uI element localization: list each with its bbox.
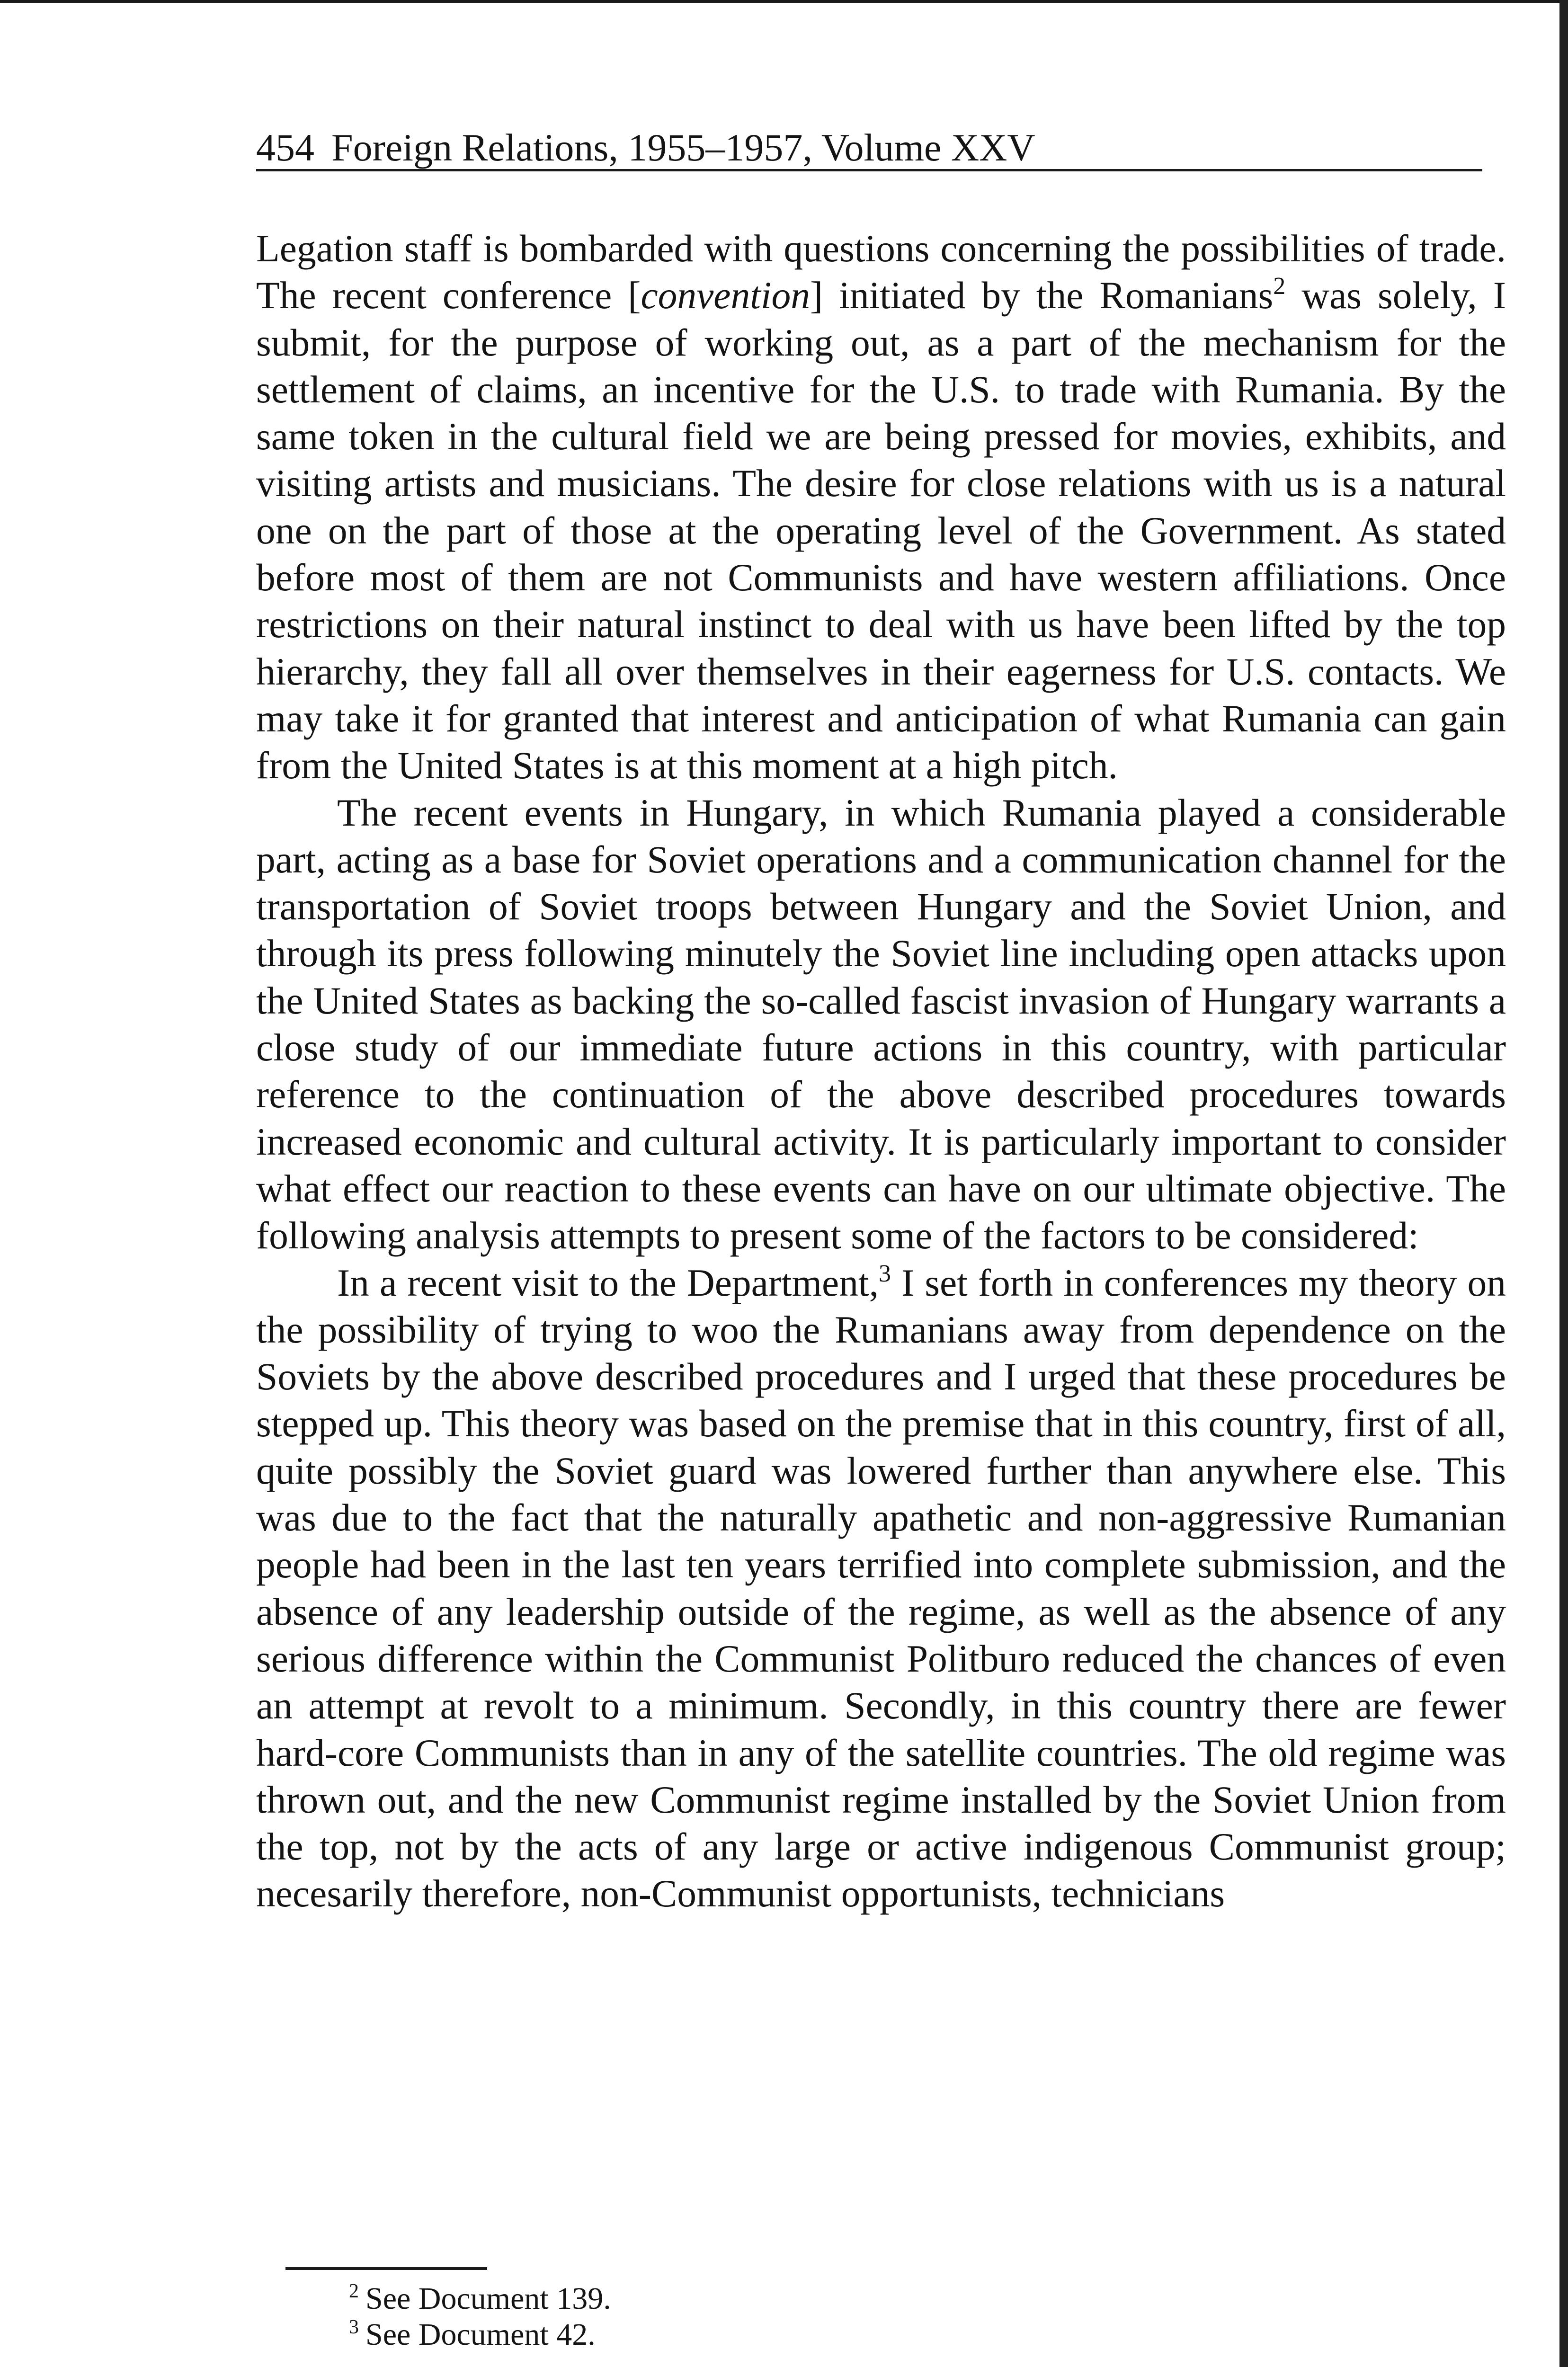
paragraph-3 (256, 1259, 1506, 1917)
footnote-2 (349, 2281, 1106, 2317)
paragraph-1-text-b: ] initiated by the Romanians (810, 274, 1274, 317)
editorial-insertion: convention (641, 274, 811, 317)
page-number: 454 (256, 126, 314, 169)
paragraph-2: The recent events in Hungary, in which Rumania played a considerable part, acting as a base for Soviet operations and a communication channel for the transportation of Soviet troops between Hungary and the Soviet Union, and through its press following minutely the Soviet line including open attacks upon the United States as backing the so-called fascist invasion of Hungary warrants a close study of our immediate future actions in this country, with particular reference to the continuation of the above described procedures towards increased economic and cultural activity. It is particularly important to consider what effect our reaction to these events can have on our ultimate objective. The following analysis attempts to present some of the factors to be considered: (256, 791, 1506, 1257)
footnote-number: 3 (349, 2316, 359, 2338)
paragraph-1-text-c: was solely, I submit, for the purpose of working out, as a part of the mechanism for the settlement of claims, an incentive for the U.S. to trade with Rumania. By the same token in the cultural field we are being pressed for movies, exhibits, and visiting artists and musicians. The desire for close relations with us is a natural one on the part of those at the operating level of the Government. As stated before most of them are not Communists and have western affiliations. Once restrictions on their natural instinct to deal with us have been lifted by the top hierarchy, they fall all over themselves in their eagerness for U.S. contacts. We may take it for granted that interest and anticipation of what Rumania can gain from the United States is at this moment at a high pitch. (256, 274, 1506, 787)
paragraph-1 (256, 225, 1506, 789)
paragraph-3-text-a: In a recent visit to the Department, (337, 1261, 879, 1304)
footnote-rule (285, 2267, 487, 2270)
footnotes (349, 2281, 1106, 2353)
footnote-ref-2[interactable]: 2 (1273, 273, 1286, 300)
footnote-text: See Document 42. (365, 2317, 596, 2352)
paragraph-3-text-b: I set forth in conferences my theory on the possibility of trying to woo the Rumanians away from dependence on the Soviets by the above described procedures and I urged that these procedures be stepped up. This theory was based on the premise that in this country, first of all, quite possibly the Soviet guard was lowered further than anywhere else. This was due to the fact that the naturally apathetic and non-aggressive Rumanian people had been in the last ten years terrified into complete submission, and the absence of any leadership outside of the regime, as well as the absence of any serious difference within the Communist Politburo reduced the chances of even an attempt at revolt to a minimum. Secondly, in this country there are fewer hard-core Communists than in any of the satellite countries. The old regime was thrown out, and the new Communist regime installed by the Soviet Union from the top, not by the acts of any large or active indigenous Communist group; necesarily therefore, non-Communist opportunists, technicians (256, 1261, 1506, 1915)
footnote-ref-3[interactable]: 3 (878, 1260, 891, 1287)
running-title: Foreign Relations, 1955–1957, Volume XXV (331, 126, 1035, 169)
body-text (256, 225, 1506, 1917)
running-head (256, 124, 1482, 171)
bracket-open: [ (628, 274, 641, 317)
page-edge-top (0, 0, 1568, 3)
footnote-3 (349, 2317, 1106, 2353)
page-edge-right (1559, 0, 1568, 2367)
paragraph-1-text-a: Legation staff is bombarded with questions concerning the possibilities of trade. The recent conference (256, 227, 1506, 317)
footnote-number: 2 (349, 2280, 359, 2302)
footnote-text: See Document 139. (365, 2281, 611, 2316)
